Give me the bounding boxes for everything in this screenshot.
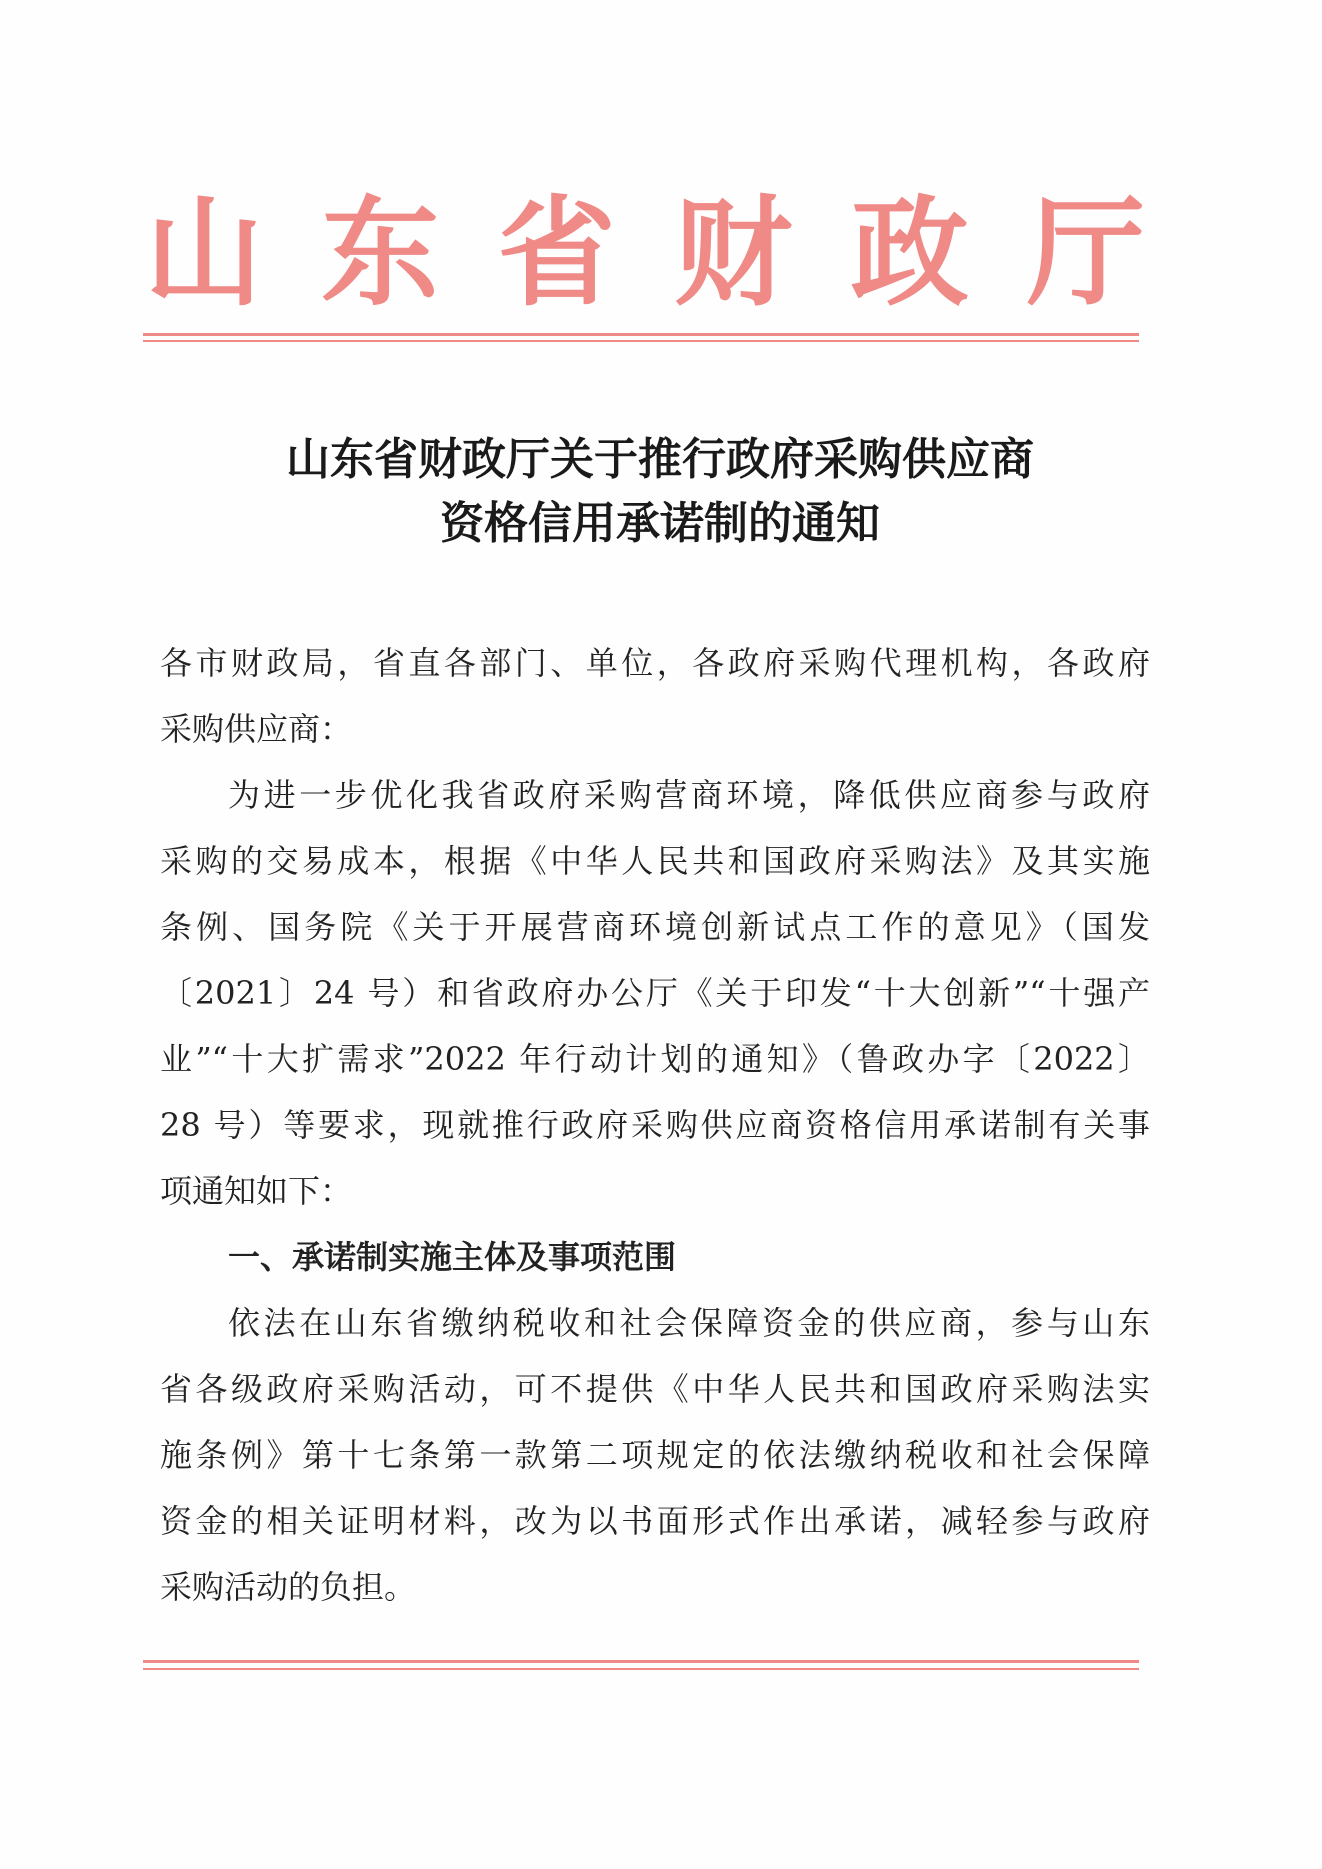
section-heading: 一、承诺制实施主体及事项范围 [228, 1238, 677, 1276]
paragraph-line: 业”“十大扩需求”2022 年行动计划的通知》（鲁政办字〔2022〕 [160, 1040, 1150, 1078]
masthead-char: 山 [145, 184, 264, 322]
paragraph-line: 项通知如下： [160, 1172, 353, 1210]
footer-red-rule [143, 1660, 1139, 1663]
addressee-line-1: 各市财政局，省直各部门、单位，各政府采购代理机构，各政府 [160, 644, 1150, 682]
paragraph-line: 采购活动的负担。 [160, 1568, 417, 1606]
paragraph-line: 采购的交易成本，根据《中华人民共和国政府采购法》及其实施 [160, 842, 1150, 880]
paragraph-line: 28 号）等要求，现就推行政府采购供应商资格信用承诺制有关事 [160, 1106, 1150, 1144]
addressee-line-2: 采购供应商： [160, 710, 353, 748]
masthead-char: 东 [321, 184, 440, 322]
title-line-1: 山东省财政厅关于推行政府采购供应商 [286, 434, 1034, 485]
paragraph-line: 资金的相关证明材料，改为以书面形式作出承诺，减轻参与政府 [160, 1502, 1150, 1540]
masthead-char: 省 [497, 184, 616, 322]
paragraph-line: 为进一步优化我省政府采购营商环境，降低供应商参与政府 [228, 776, 1150, 814]
paragraph-line: 省各级政府采购活动，可不提供《中华人民共和国政府采购法实 [160, 1370, 1150, 1408]
masthead-red-rule [143, 333, 1139, 336]
title-line-2: 资格信用承诺制的通知 [440, 498, 880, 549]
masthead-char: 财 [674, 184, 793, 322]
footer-red-rule-thin [143, 1668, 1139, 1670]
paragraph-line: 〔2021〕24 号）和省政府办公厅《关于印发“十大创新”“十强产 [160, 974, 1150, 1012]
masthead-issuer [145, 184, 1145, 322]
masthead-char: 厅 [1026, 184, 1145, 322]
paragraph-line: 依法在山东省缴纳税收和社会保障资金的供应商，参与山东 [228, 1304, 1150, 1342]
masthead-red-rule-thin [143, 340, 1139, 342]
paragraph-line: 条例、国务院《关于开展营商环境创新试点工作的意见》（国发 [160, 908, 1150, 946]
paragraph-line: 施条例》第十七条第一款第二项规定的依法缴纳税收和社会保障 [160, 1436, 1150, 1474]
document-body [160, 630, 1150, 1620]
document-title [160, 428, 1160, 556]
masthead-char: 政 [850, 184, 969, 322]
